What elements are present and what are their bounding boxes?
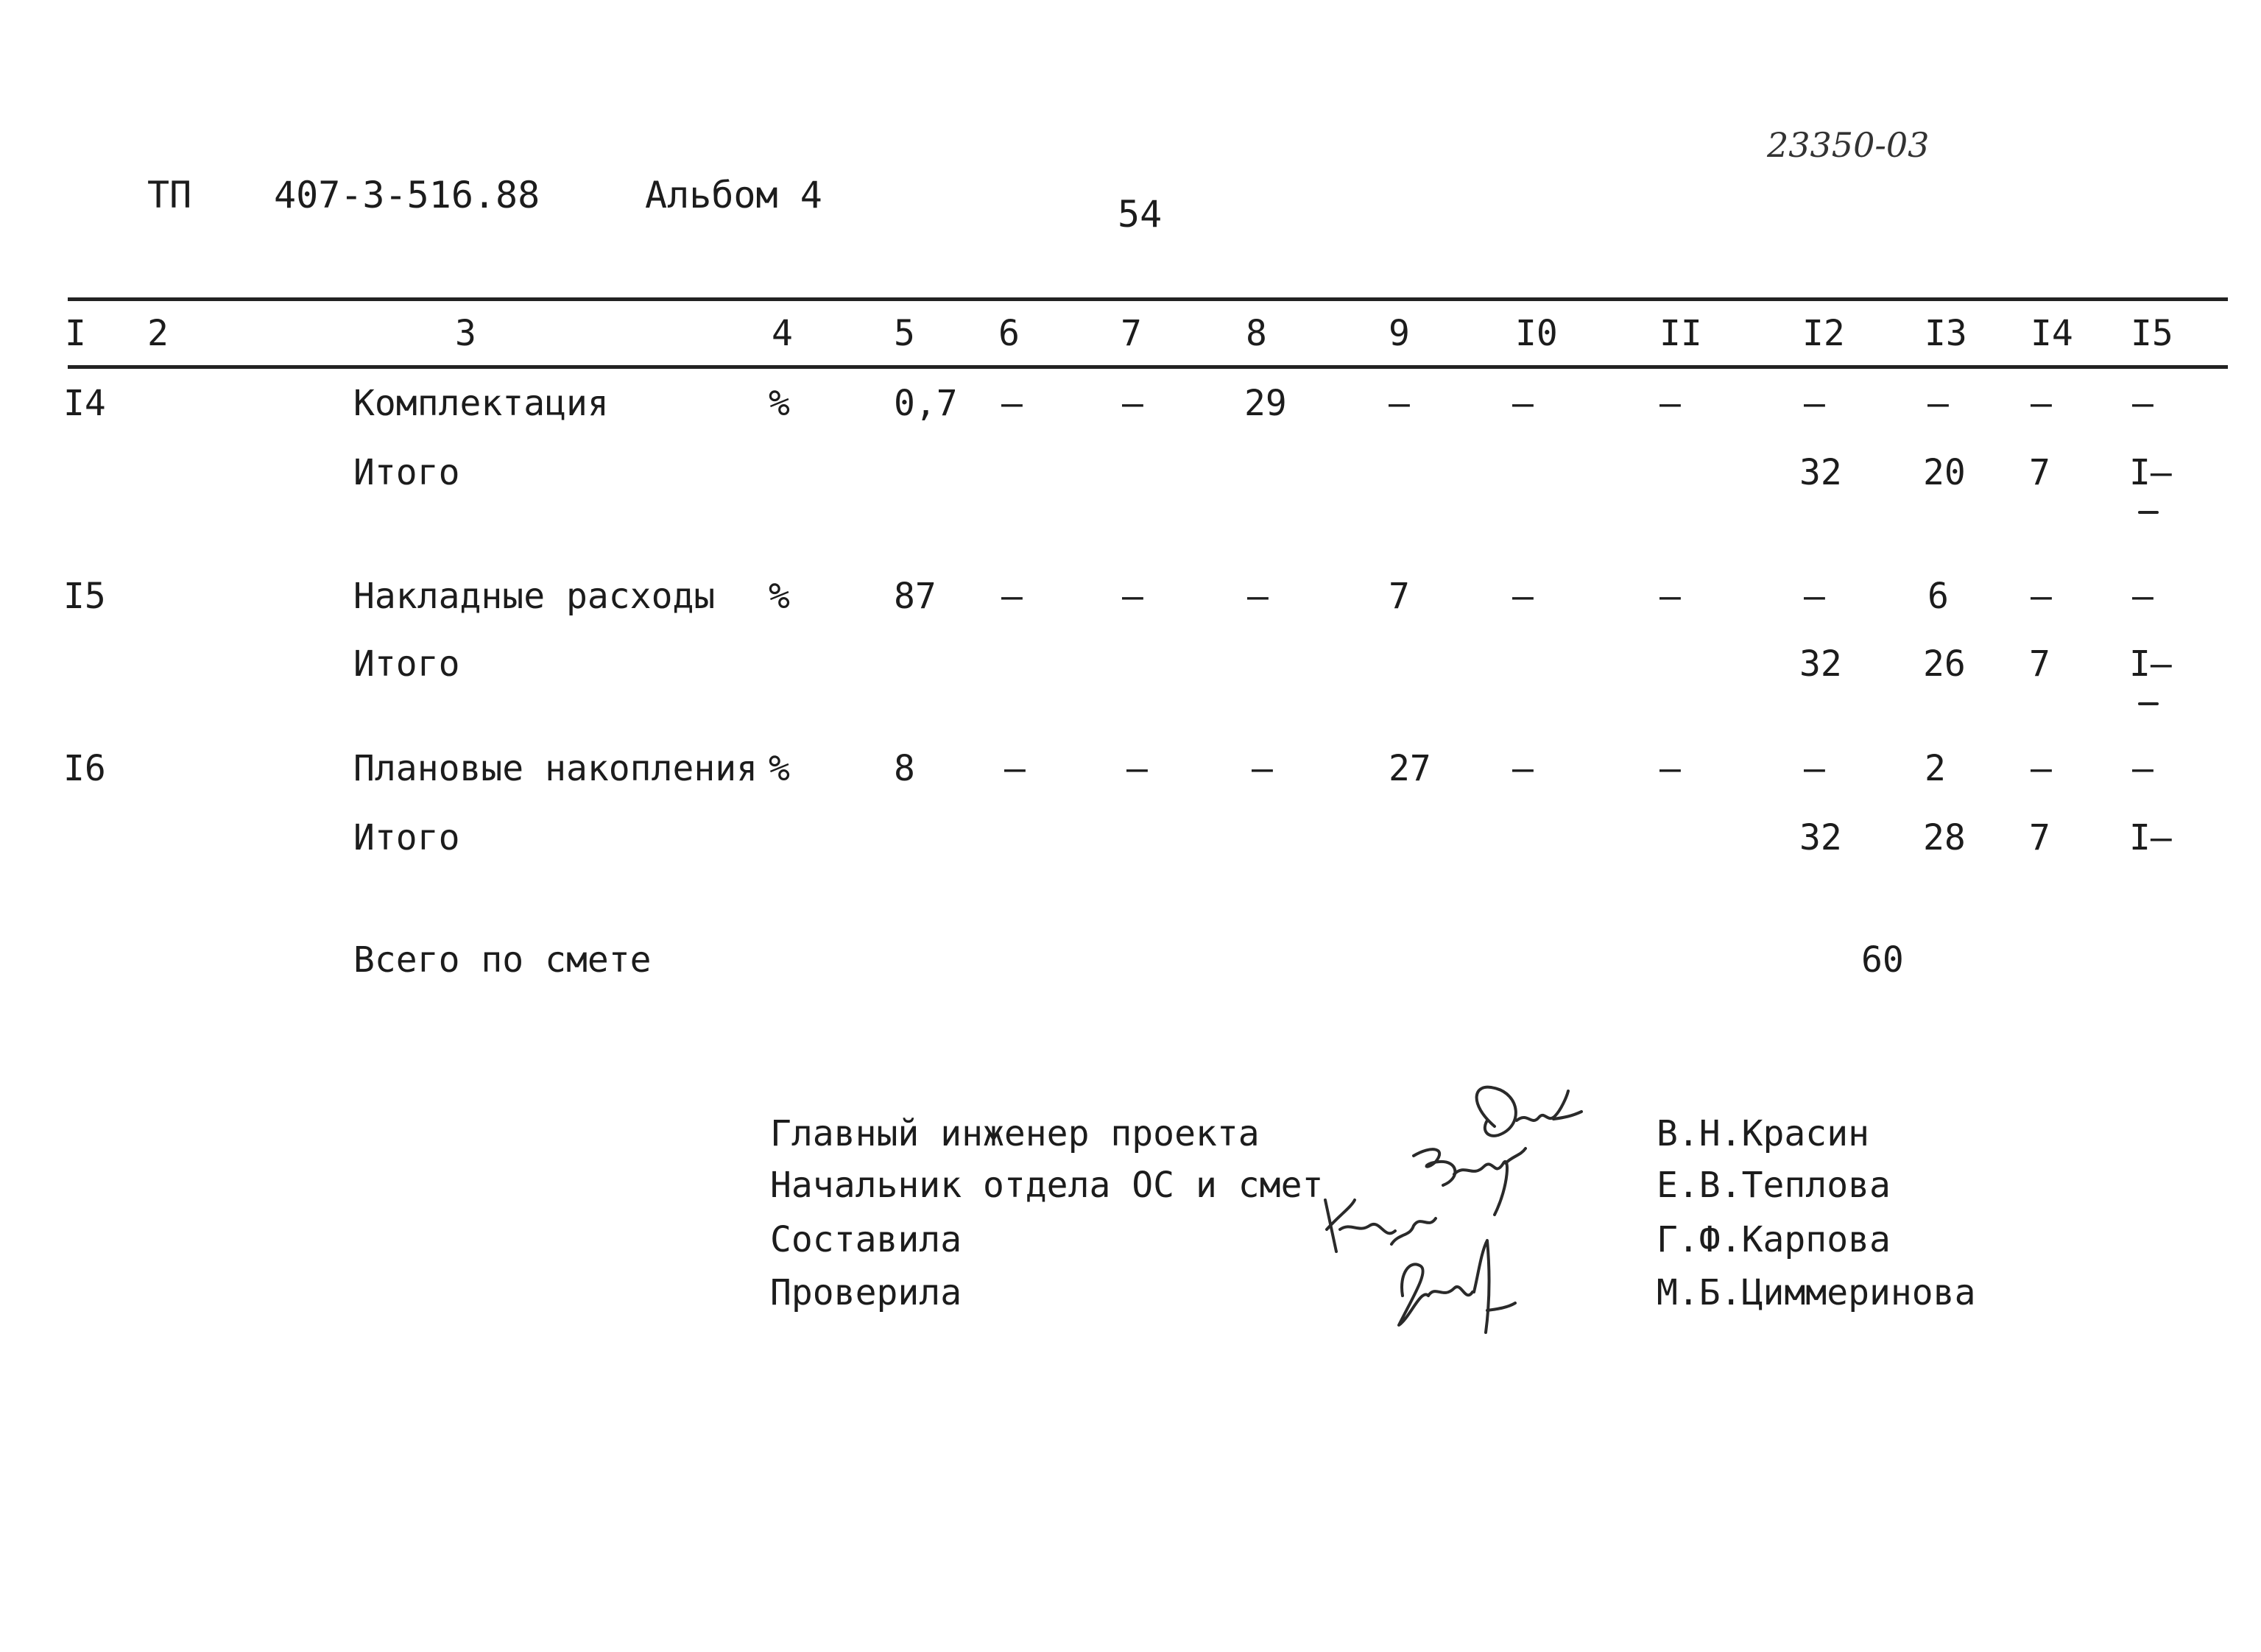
cell-col11: – (1659, 748, 1681, 789)
signatory-name: М.Б.Циммеринова (1657, 1272, 1976, 1313)
cell-description: Итого (353, 817, 460, 858)
archive-number: 23350-03 (1767, 125, 1930, 165)
cell-col10: – (1512, 383, 1534, 424)
cell-col9: 27 (1389, 748, 1431, 789)
col-header-6: 6 (998, 313, 1020, 354)
doc-series: ТП (147, 174, 192, 216)
cell-col7: – (1126, 748, 1148, 789)
col-header-2: 2 (147, 313, 169, 354)
cell-col14: 7 (2029, 643, 2050, 685)
cell-col11: – (1659, 576, 1681, 617)
cell-col13: 6 (1927, 576, 1949, 617)
cell-col8: – (1247, 576, 1269, 617)
cell-col13: 28 (1923, 817, 1966, 858)
cell-unit: % (769, 748, 790, 789)
total-value: 60 (1861, 939, 1904, 981)
cell-col6: – (1001, 383, 1023, 424)
col-header-9: 9 (1389, 313, 1410, 354)
total-label: Всего по смете (353, 939, 652, 981)
col-header-7: 7 (1121, 313, 1142, 354)
cell-col12: 32 (1799, 817, 1842, 858)
cell-col6: – (1001, 576, 1023, 617)
cell-col15: I– (2129, 643, 2172, 685)
col-header-14: I4 (2031, 313, 2073, 354)
cell-col10: – (1512, 576, 1534, 617)
page-number: 54 (1118, 193, 1163, 236)
cell-col13: – (1927, 383, 1949, 424)
cell-col6: – (1004, 748, 1026, 789)
table-top-rule (68, 297, 2228, 301)
cell-col12: – (1804, 748, 1825, 789)
cell-col7: – (1122, 383, 1143, 424)
table-header-rule (68, 365, 2228, 369)
table-row (0, 383, 2261, 427)
cell-col15: – (2132, 576, 2154, 617)
cell-col14: – (2031, 576, 2052, 617)
total-row (0, 939, 2261, 984)
signature-title: Начальник отдела ОС и смет (770, 1165, 1324, 1206)
cell-col11: – (1659, 383, 1681, 424)
cell-description: Плановые накопления (353, 748, 758, 789)
signature-title: Составила (770, 1219, 962, 1260)
album-label: Альбом 4 (645, 174, 822, 216)
cell-rate: 87 (894, 576, 937, 617)
handwritten-signatures (1311, 1075, 1634, 1369)
cell-col12: 32 (1799, 643, 1842, 685)
col-header-5: 5 (894, 313, 915, 354)
signature-title: Проверила (770, 1272, 962, 1313)
cell-item-number: I4 (63, 383, 106, 424)
signatory-name: Г.Ф.Карпова (1657, 1219, 1891, 1260)
col-header-3: 3 (455, 313, 476, 354)
signatory-name: Е.В.Теплова (1657, 1165, 1891, 1206)
cell-col14: – (2031, 383, 2052, 424)
signature-title: Главный инженер проекта (770, 1113, 1260, 1154)
cell-unit: % (769, 383, 790, 424)
cell-rate: 0,7 (894, 383, 958, 424)
cell-col12: – (1804, 576, 1825, 617)
cell-col14: – (2031, 748, 2052, 789)
cell-col9: – (1389, 383, 1410, 424)
underline-marks (2135, 486, 2179, 810)
col-header-12: I2 (1802, 313, 1845, 354)
cell-col15: I– (2129, 817, 2172, 858)
cell-description: Накладные расходы (353, 576, 716, 617)
cell-col8: – (1252, 748, 1273, 789)
project-code: 407-3-516.88 (274, 174, 540, 216)
cell-col14: 7 (2029, 452, 2050, 493)
col-header-13: I3 (1925, 313, 1967, 354)
cell-col15: – (2132, 383, 2154, 424)
cell-item-number: I6 (63, 748, 106, 789)
cell-item-number: I5 (63, 576, 106, 617)
cell-col8: 29 (1244, 383, 1287, 424)
table-row (0, 576, 2261, 620)
cell-col15: I– (2129, 452, 2172, 493)
cell-unit: % (769, 576, 790, 617)
col-header-8: 8 (1246, 313, 1267, 354)
signatory-name: В.Н.Красин (1657, 1113, 1869, 1154)
col-header-15: I5 (2131, 313, 2173, 354)
table-row (0, 452, 2261, 496)
cell-col7: – (1122, 576, 1143, 617)
table-row (0, 748, 2261, 792)
cell-description: Итого (353, 452, 460, 493)
cell-description: Итого (353, 643, 460, 685)
table-row (0, 643, 2261, 688)
col-header-10: I0 (1515, 313, 1558, 354)
cell-col9: 7 (1389, 576, 1410, 617)
cell-col13: 26 (1923, 643, 1966, 685)
col-header-11: II (1659, 313, 1702, 354)
col-header-4: 4 (772, 313, 793, 354)
table-row (0, 817, 2261, 861)
cell-col12: 32 (1799, 452, 1842, 493)
cell-col13: 20 (1923, 452, 1966, 493)
cell-col12: – (1804, 383, 1825, 424)
cell-rate: 8 (894, 748, 915, 789)
cell-col10: – (1512, 748, 1534, 789)
cell-col15: – (2132, 748, 2154, 789)
cell-col14: 7 (2029, 817, 2050, 858)
cell-col13: 2 (1925, 748, 1946, 789)
col-header-1: I (65, 313, 86, 354)
cell-description: Комплектация (353, 383, 609, 424)
